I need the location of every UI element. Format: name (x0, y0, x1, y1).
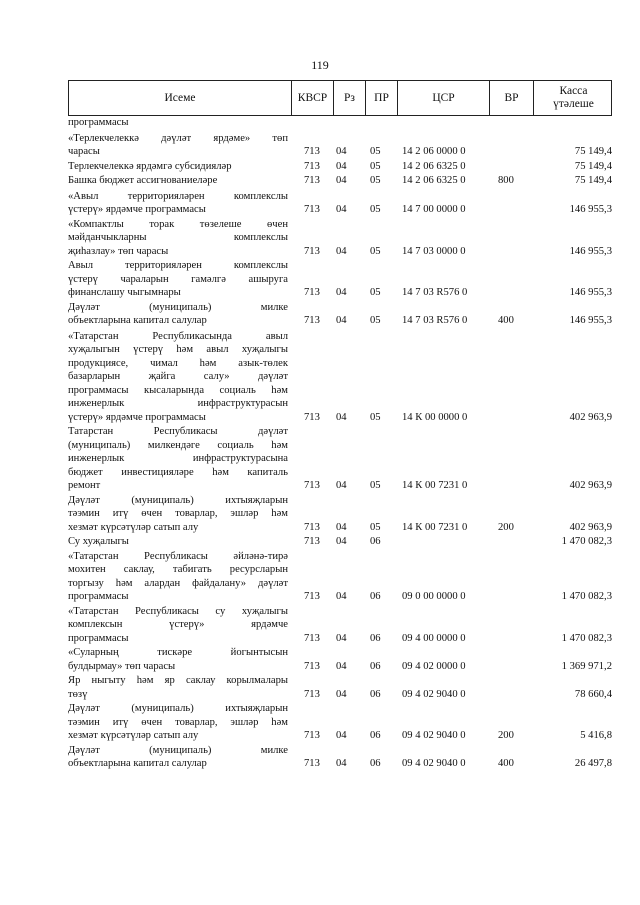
row-name-line: төзү (68, 688, 88, 700)
row-pr: 05 (370, 175, 381, 186)
row-kvsr: 713 (304, 175, 320, 186)
row-name-line: Башка бюджет ассигнованиеләре (68, 175, 218, 186)
row-name (68, 174, 288, 188)
row-kassa: 75 149,4 (574, 160, 612, 172)
table-row (68, 330, 612, 425)
row-csr: 14 К 00 7231 0 (402, 521, 468, 533)
row-name (68, 218, 288, 259)
row-kassa: 1 369 971,2 (561, 660, 612, 672)
row-csr: 14 К 00 7231 0 (402, 480, 468, 491)
header-csr: ЦСР (397, 81, 489, 115)
row-kassa: 402 963,9 (569, 480, 612, 491)
row-name-line: чарасы (68, 146, 100, 157)
row-kvsr: 713 (304, 315, 320, 326)
row-kvsr: 713 (304, 245, 320, 257)
table-row (68, 550, 612, 604)
row-rz: 04 (336, 660, 347, 672)
row-rz: 04 (336, 245, 347, 257)
row-csr: 14 2 06 6325 0 (402, 175, 466, 186)
row-kassa: 5 416,8 (580, 730, 612, 741)
row-name-line: программасы (68, 632, 129, 644)
row-rz: 04 (336, 758, 347, 769)
row-name-line: инженерлык инфраструктурасына (68, 453, 288, 464)
row-name-line: «Татарстан Республикасы әйләнә-тирә (68, 550, 288, 562)
row-rz: 04 (336, 411, 347, 423)
budget-table (68, 80, 612, 771)
row-name (68, 132, 288, 159)
row-vr: 800 (498, 175, 514, 186)
row-name-line: бюджет инвестицияләре һәм капиталь (68, 466, 288, 478)
page-number: 119 (311, 58, 329, 72)
row-kvsr: 713 (304, 521, 320, 533)
row-csr: 14 7 00 0000 0 (402, 204, 466, 215)
table-row (68, 190, 612, 217)
header-name: Исеме (164, 92, 196, 104)
row-csr: 14 К 00 0000 0 (402, 411, 468, 423)
table-row (68, 674, 612, 701)
row-kvsr: 713 (304, 204, 320, 215)
row-name-line: хезмәт күрсәтүләр сатып алу (68, 730, 199, 741)
row-pr: 05 (370, 204, 381, 215)
row-kassa: 75 149,4 (574, 175, 612, 186)
row-csr: 09 4 02 9040 0 (402, 688, 466, 700)
row-name-line: Дәүләт (муниципаль) милке (68, 744, 288, 756)
table-row (68, 132, 612, 159)
row-name-line: үстерү» ярдәмче программасы (68, 411, 206, 423)
table-row (68, 744, 612, 771)
row-name (68, 605, 288, 646)
row-kassa: 26 497,8 (574, 758, 612, 769)
table-row (68, 605, 612, 646)
header-kvsr: КВСР (291, 81, 333, 115)
header-vr: ВР (489, 81, 533, 115)
row-rz: 04 (336, 632, 347, 644)
row-kassa: 78 660,4 (574, 688, 612, 700)
header-kassa-line2: үтәлеше (553, 98, 594, 110)
table-body (68, 116, 612, 771)
row-pr: 06 (370, 591, 381, 602)
table-row (68, 535, 612, 549)
row-kvsr: 713 (304, 730, 320, 741)
row-pr: 06 (370, 536, 381, 547)
row-name (68, 702, 288, 743)
row-name-line: үстерү» ярдәмче программасы (68, 204, 206, 215)
row-name-line: «Суларның тискәре йогынтысын (68, 647, 288, 658)
row-kvsr: 713 (304, 688, 320, 700)
row-name-line: «Татарстан Республикасында авыл (68, 330, 288, 342)
table-row (68, 160, 612, 174)
row-pr: 05 (370, 287, 381, 298)
row-vr: 400 (498, 758, 514, 769)
row-name-line: «Татарстан Республикасы су хуҗалыгы (68, 605, 288, 617)
row-pr: 05 (370, 160, 381, 172)
row-kvsr: 713 (304, 411, 320, 423)
row-pr: 06 (370, 688, 381, 700)
table-header (68, 80, 612, 116)
table-row (68, 425, 612, 493)
table-row (68, 646, 612, 673)
row-name (68, 550, 288, 604)
row-name-line: «Авыл территорияләрен комплекслы (68, 190, 288, 202)
row-csr: 14 7 03 R576 0 (402, 315, 468, 326)
row-kvsr: 713 (304, 480, 320, 491)
row-name-line: комплексын үстерү» ярдәмче (68, 619, 288, 630)
table-row (68, 174, 612, 188)
row-vr: 200 (498, 521, 514, 533)
row-name-line: программасы (68, 117, 129, 128)
row-name-line: программасы (68, 591, 129, 602)
row-name-line: Яр ныгыту һәм яр саклау корылмалары (68, 675, 288, 686)
row-name-line: хуҗалыгын үстерү һәм авыл хуҗалыгы (68, 344, 288, 355)
table-row (68, 116, 612, 130)
row-name-line: продукциясе, чимал һәм азык-төлек (68, 357, 288, 369)
row-csr: 09 4 02 9040 0 (402, 758, 466, 769)
row-kvsr: 713 (304, 536, 320, 547)
row-name-line: «Терлекчелеккә дәүләт ярдәме» төп (68, 132, 288, 144)
row-name-line: булдырмау» төп чарасы (68, 660, 176, 672)
row-name-line: Авыл территорияләрен комплекслы (68, 260, 288, 271)
row-pr: 06 (370, 632, 381, 644)
row-name-line: хезмәт күрсәтүләр сатып алу (68, 521, 199, 533)
row-name-line: үстерү чараларын гамәлгә ашыруга (68, 273, 288, 285)
row-rz: 04 (336, 730, 347, 741)
row-name (68, 744, 288, 771)
row-rz: 04 (336, 160, 347, 172)
row-rz: 04 (336, 287, 347, 298)
row-pr: 05 (370, 146, 381, 157)
row-rz: 04 (336, 480, 347, 491)
row-kvsr: 713 (304, 287, 320, 298)
row-pr: 05 (370, 480, 381, 491)
row-name-line: «Компактлы торак төзелеше өчен (68, 218, 288, 230)
row-csr: 14 7 03 0000 0 (402, 245, 466, 257)
row-name (68, 301, 288, 328)
row-pr: 05 (370, 411, 381, 423)
row-pr: 06 (370, 730, 381, 741)
row-name-line: Су хуҗалыгы (68, 536, 129, 547)
row-kassa: 1 470 082,3 (561, 591, 612, 602)
row-vr: 400 (498, 315, 514, 326)
row-csr: 14 7 03 R576 0 (402, 287, 468, 298)
row-kvsr: 713 (304, 146, 320, 157)
row-name (68, 674, 288, 701)
row-name (68, 330, 288, 425)
row-name-line: инженерлык инфраструктурасын (68, 398, 288, 409)
row-kvsr: 713 (304, 660, 320, 672)
row-name-line: мохитен саклау, табигать ресурсларын (68, 564, 288, 575)
row-name-line: мәйданчыкларны комплекслы (68, 232, 288, 243)
table-row (68, 301, 612, 328)
table-row (68, 218, 612, 259)
table-row (68, 494, 612, 535)
row-csr: 09 4 02 9040 0 (402, 730, 466, 741)
row-rz: 04 (336, 591, 347, 602)
header-kassa-line1: Касса (559, 84, 588, 97)
row-name-line: Татарстан Республикасы дәүләт (68, 426, 288, 437)
header-pr: ПР (365, 81, 397, 115)
row-name-line: җиһазлау» төп чарасы (68, 245, 169, 257)
row-name-line: объектларына капитал салулар (68, 758, 207, 769)
row-rz: 04 (336, 204, 347, 215)
row-name-line: Дәүләт (муниципаль) ихтыяҗларын (68, 703, 288, 714)
row-name-line: (муниципаль) милкендәге социаль һәм (68, 439, 288, 451)
row-rz: 04 (336, 175, 347, 186)
row-rz: 04 (336, 688, 347, 700)
header-rz: Рз (333, 81, 365, 115)
row-csr: 14 2 06 6325 0 (402, 160, 466, 172)
row-kassa: 402 963,9 (569, 521, 612, 533)
row-kassa: 146 955,3 (569, 245, 612, 257)
row-name-line: тәэмин итү өчен товарлар, эшләр һәм (68, 716, 288, 728)
row-kvsr: 713 (304, 632, 320, 644)
row-name-line: объектларына капитал салулар (68, 315, 207, 326)
row-name (68, 425, 288, 493)
row-name (68, 646, 288, 673)
row-csr: 14 2 06 0000 0 (402, 146, 466, 157)
row-pr: 05 (370, 245, 381, 257)
row-kassa: 146 955,3 (569, 315, 612, 326)
row-name-line: Терлекчелеккә ярдәмгә субсидияләр (68, 160, 232, 172)
row-csr: 09 0 00 0000 0 (402, 591, 466, 602)
table-row (68, 702, 612, 743)
row-kassa: 1 470 082,3 (561, 632, 612, 644)
row-name (68, 259, 288, 300)
row-name (68, 116, 288, 130)
row-name-line: торгызу һәм алардан файдалану» дәүләт (68, 577, 288, 589)
row-name (68, 494, 288, 535)
header-kassa (533, 81, 613, 115)
row-pr: 05 (370, 315, 381, 326)
table-row (68, 259, 612, 300)
row-rz: 04 (336, 315, 347, 326)
row-pr: 06 (370, 660, 381, 672)
row-kvsr: 713 (304, 758, 320, 769)
row-pr: 06 (370, 758, 381, 769)
row-name-line: Дәүләт (муниципаль) милке (68, 301, 288, 313)
row-kvsr: 713 (304, 160, 320, 172)
row-name-line: ремонт (68, 480, 101, 491)
row-pr: 05 (370, 521, 381, 533)
row-kassa: 146 955,3 (569, 287, 612, 298)
row-rz: 04 (336, 146, 347, 157)
row-name-line: базарларын җайга салу» дәүләт (68, 371, 288, 382)
row-name (68, 190, 288, 217)
row-name-line: Дәүләт (муниципаль) ихтыяҗларын (68, 494, 288, 506)
row-vr: 200 (498, 730, 514, 741)
row-kassa: 1 470 082,3 (561, 536, 612, 547)
row-name-line: программасы кысаларында социаль һәм (68, 384, 288, 396)
row-name-line: финанслашу чыгымнары (68, 287, 181, 298)
row-kassa: 402 963,9 (569, 411, 612, 423)
row-kvsr: 713 (304, 591, 320, 602)
row-name (68, 535, 288, 549)
row-kassa: 75 149,4 (574, 146, 612, 157)
row-rz: 04 (336, 536, 347, 547)
row-csr: 09 4 02 0000 0 (402, 660, 466, 672)
row-rz: 04 (336, 521, 347, 533)
row-csr: 09 4 00 0000 0 (402, 632, 466, 644)
row-name (68, 160, 288, 174)
row-name-line: тәэмин итү өчен товарлар, эшләр һәм (68, 508, 288, 519)
row-kassa: 146 955,3 (569, 204, 612, 215)
